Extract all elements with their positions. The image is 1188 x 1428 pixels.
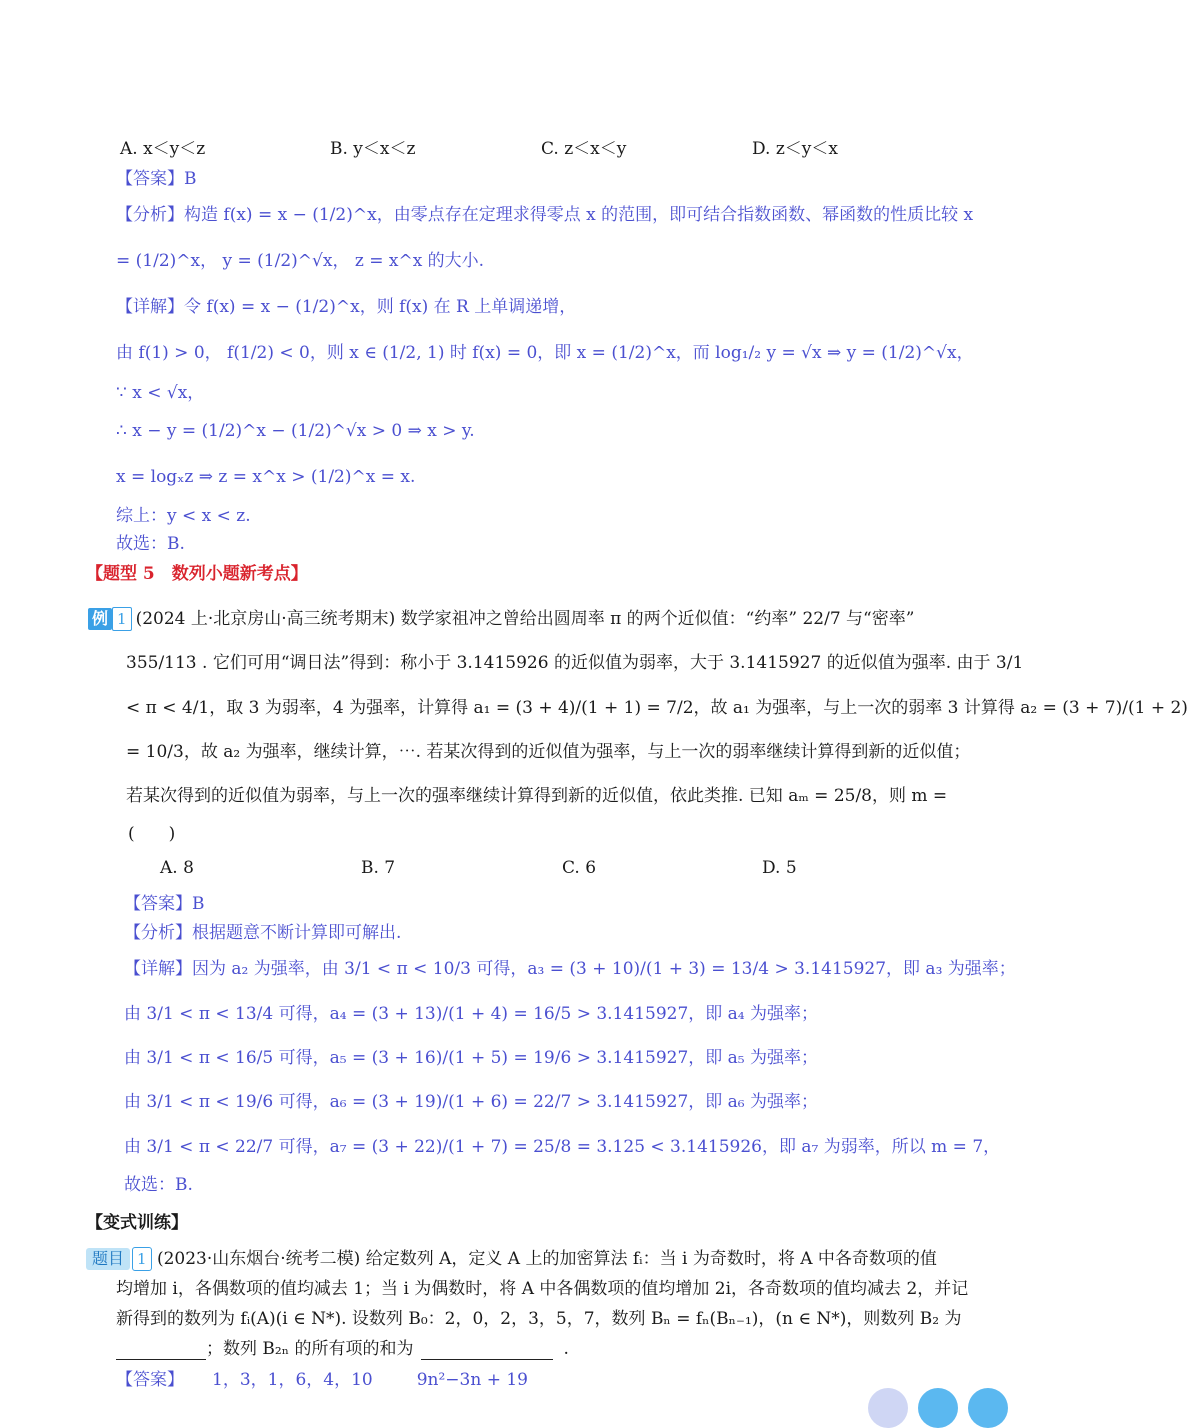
detail-line: 故选：B. [116,534,185,554]
answer-1: 1，3，1，6，4，10 [212,1370,373,1390]
detail-line: 【详解】因为 a₂ 为强率，由 3/1 < π < 10/3 可得，a₃ = (3 + 10)/(1 + 3) = 13/4 > 3.1415927，即 a₃ 为强率； [124,959,1016,979]
example-tag: 例 [88,608,112,630]
option-a: A. x＜y＜z [120,139,206,159]
example-text: (2024 上·北京房山·高三统考期末) 数学家祖冲之曾给出圆周率 π 的两个近似值：“约率” 22/7 与“密率” [135,609,915,629]
variant-line [86,1247,937,1271]
answer-line: 【答案】B [116,169,197,189]
variant-title: 【变式训练】 [86,1213,188,1233]
option-c: C. z＜x＜y [541,139,627,159]
detail-line: 由 3/1 < π < 19/6 可得，a₆ = (3 + 19)/(1 + 6) = 22/7 > 3.1415927，即 a₆ 为强率； [124,1092,819,1112]
answer-blank-1[interactable] [116,1339,206,1360]
option-d: D. 5 [762,858,797,878]
detail-line: 【详解】令 f(x) = x − (1/2)^x，则 f(x) 在 R 上单调递增， [116,297,577,317]
period: . [563,1339,569,1359]
answer-2: 9n²−3n + 19 [416,1370,528,1390]
question-number: 1 [132,1247,152,1271]
detail-line: 故选：B. [124,1175,193,1195]
example-number: 1 [112,607,132,631]
detail-line: 由 f(1) > 0， f(1/2) < 0，则 x ∈ (1/2, 1) 时 f(x) = 0，即 x = (1/2)^x，而 log₁/₂ y = √x ⇒ y = (1/2)^√x， [116,343,974,363]
detail-line: ∵ x < √x， [116,383,205,403]
option-d: D. z＜y＜x [752,139,838,159]
example-line: 若某次得到的近似值为弱率，与上一次的强率继续计算得到新的近似值，依此类推. 已知 aₘ = 25/8，则 m = [126,786,948,806]
analysis-line: = (1/2)^x， y = (1/2)^√x， z = x^x 的大小. [116,251,485,271]
detail-line: 综上：y < x < z. [116,506,251,526]
detail-line: 由 3/1 < π < 13/4 可得，a₄ = (3 + 13)/(1 + 4) = 16/5 > 3.1415927，即 a₄ 为强率； [124,1004,819,1024]
option-b: B. 7 [361,858,396,878]
section-title: 【题型 5 数列小题新考点】 [86,564,308,584]
answer-label: 【答案】 [116,1370,184,1390]
decor-circle [918,1388,958,1428]
option-c: C. 6 [562,858,597,878]
example-line: 355/113 . 它们可用“调日法”得到：称小于 3.1415926 的近似值为弱率，大于 3.1415927 的近似值为强率. 由于 3/1 [126,653,1024,673]
answer-blank-2[interactable] [421,1339,553,1360]
analysis-line: 【分析】根据题意不断计算即可解出. [124,923,402,943]
detail-line: 由 3/1 < π < 22/7 可得，a₇ = (3 + 22)/(1 + 7) = 25/8 = 3.125 < 3.1415926，即 a₇ 为弱率，所以 m = 7， [124,1137,1001,1157]
variant-line [116,1338,569,1360]
detail-line: x = logₓz ⇒ z = x^x > (1/2)^x = x. [116,467,416,487]
decor-circle [868,1388,908,1428]
variant-line: 均增加 i，各偶数项的值均减去 1；当 i 为偶数时，将 A 中各偶数项的值均增加 2i，各奇数项的值均减去 2，并记 [116,1279,969,1299]
example-line [88,607,914,631]
example-line: < π < 4/1，取 3 为弱率，4 为强率，计算得 a₁ = (3 + 4)/(1 + 1) = 7/2，故 a₁ 为强率，与上一次的弱率 3 计算得 a₂ = (3 + 7)/(1 + 2) [126,698,1188,718]
option-b: B. y＜x＜z [330,139,416,159]
option-a: A. 8 [160,858,194,878]
detail-line: ∴ x − y = (1/2)^x − (1/2)^√x > 0 ⇒ x > y. [116,421,475,441]
example-line: = 10/3，故 a₂ 为强率，继续计算，⋯. 若某次得到的近似值为强率，与上一次的弱率继续计算得到新的近似值； [126,742,971,762]
variant-text: (2023·山东烟台·统考二模) 给定数列 A，定义 A 上的加密算法 fᵢ：当 i 为奇数时，将 A 中各奇数项的值 [156,1249,937,1269]
variant-text: ；数列 B₂ₙ 的所有项的和为 [206,1339,414,1359]
variant-line: 新得到的数列为 fᵢ(A)(i ∈ N*). 设数列 B₀：2，0，2，3，5，7，数列 Bₙ = fₙ(Bₙ₋₁)，(n ∈ N*)，则数列 B₂ 为 [116,1309,962,1329]
answer-line [116,1369,528,1391]
answer-line: 【答案】B [124,894,205,914]
analysis-line: 【分析】构造 f(x) = x − (1/2)^x，由零点存在定理求得零点 x 的范围，即可结合指数函数、幂函数的性质比较 x [116,205,974,225]
answer-parens: ( ) [128,824,176,844]
decor-circle [968,1388,1008,1428]
detail-line: 由 3/1 < π < 16/5 可得，a₅ = (3 + 16)/(1 + 5) = 19/6 > 3.1415927，即 a₅ 为强率； [124,1048,819,1068]
question-tag: 题目 [86,1248,130,1270]
